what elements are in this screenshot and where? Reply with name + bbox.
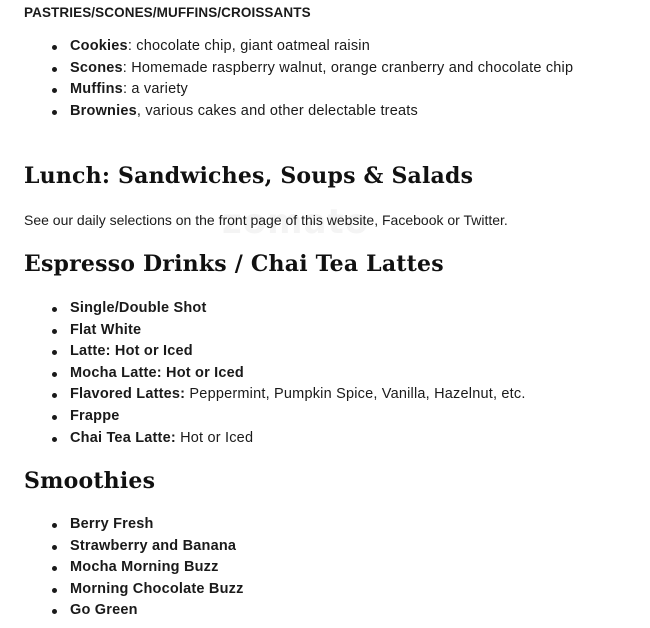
- list-item: [52, 600, 642, 622]
- smoothies-list: [52, 514, 642, 622]
- item-name: Mocha Morning Buzz: [70, 559, 219, 576]
- list-item: [52, 58, 642, 80]
- item-name: Latte: Hot or Iced: [70, 343, 193, 360]
- item-name: Flat White: [70, 321, 142, 338]
- item-name: Morning Chocolate Buzz: [70, 580, 244, 597]
- item-name: Brownies: [70, 102, 137, 119]
- item-name: Muffins: [70, 81, 123, 98]
- lunch-heading: Lunch: Sandwiches, Soups & Salads: [24, 163, 474, 189]
- item-name: Scones: [70, 59, 123, 76]
- espresso-list: [52, 298, 642, 449]
- list-item: [52, 36, 642, 58]
- list-item: [52, 514, 642, 536]
- item-desc: , various cakes and other delectable treats: [136, 102, 418, 119]
- list-item: [52, 384, 642, 406]
- pastries-list: [52, 36, 642, 122]
- list-item: [52, 363, 642, 385]
- list-item: [52, 320, 642, 342]
- smoothies-heading: Smoothies: [24, 468, 156, 494]
- list-item: [52, 579, 642, 601]
- item-name: Mocha Latte: Hot or Iced: [70, 364, 244, 381]
- list-item: [52, 536, 642, 558]
- list-item: [52, 298, 642, 320]
- list-item: [52, 406, 642, 428]
- list-item: [52, 101, 642, 123]
- lunch-note: See our daily selections on the front page of this website, Facebook or Twitter.: [24, 212, 508, 228]
- item-name: Frappe: [70, 407, 120, 424]
- list-item: [52, 341, 642, 363]
- item-desc: : Homemade raspberry walnut, orange cranberry and chocolate chip: [122, 59, 574, 76]
- item-name: Berry Fresh: [70, 516, 154, 532]
- item-name: Flavored Lattes:: [70, 386, 186, 403]
- pastries-heading: PASTRIES/SCONES/MUFFINS/CROISSANTS: [24, 5, 311, 20]
- item-name: Cookies: [70, 38, 128, 54]
- list-item: [52, 557, 642, 579]
- item-name: Strawberry and Banana: [70, 537, 237, 554]
- item-desc: Hot or Iced: [175, 429, 254, 446]
- list-item: [52, 428, 642, 450]
- item-desc: : chocolate chip, giant oatmeal raisin: [127, 38, 370, 54]
- item-desc: : a variety: [122, 81, 189, 98]
- espresso-heading: Espresso Drinks / Chai Tea Lattes: [24, 251, 444, 277]
- item-name: Chai Tea Latte:: [70, 429, 176, 446]
- list-item: [52, 79, 642, 101]
- item-desc: Peppermint, Pumpkin Spice, Vanilla, Hazelnut, etc.: [185, 386, 526, 403]
- item-name: Single/Double Shot: [70, 300, 207, 316]
- item-name: Go Green: [70, 602, 138, 619]
